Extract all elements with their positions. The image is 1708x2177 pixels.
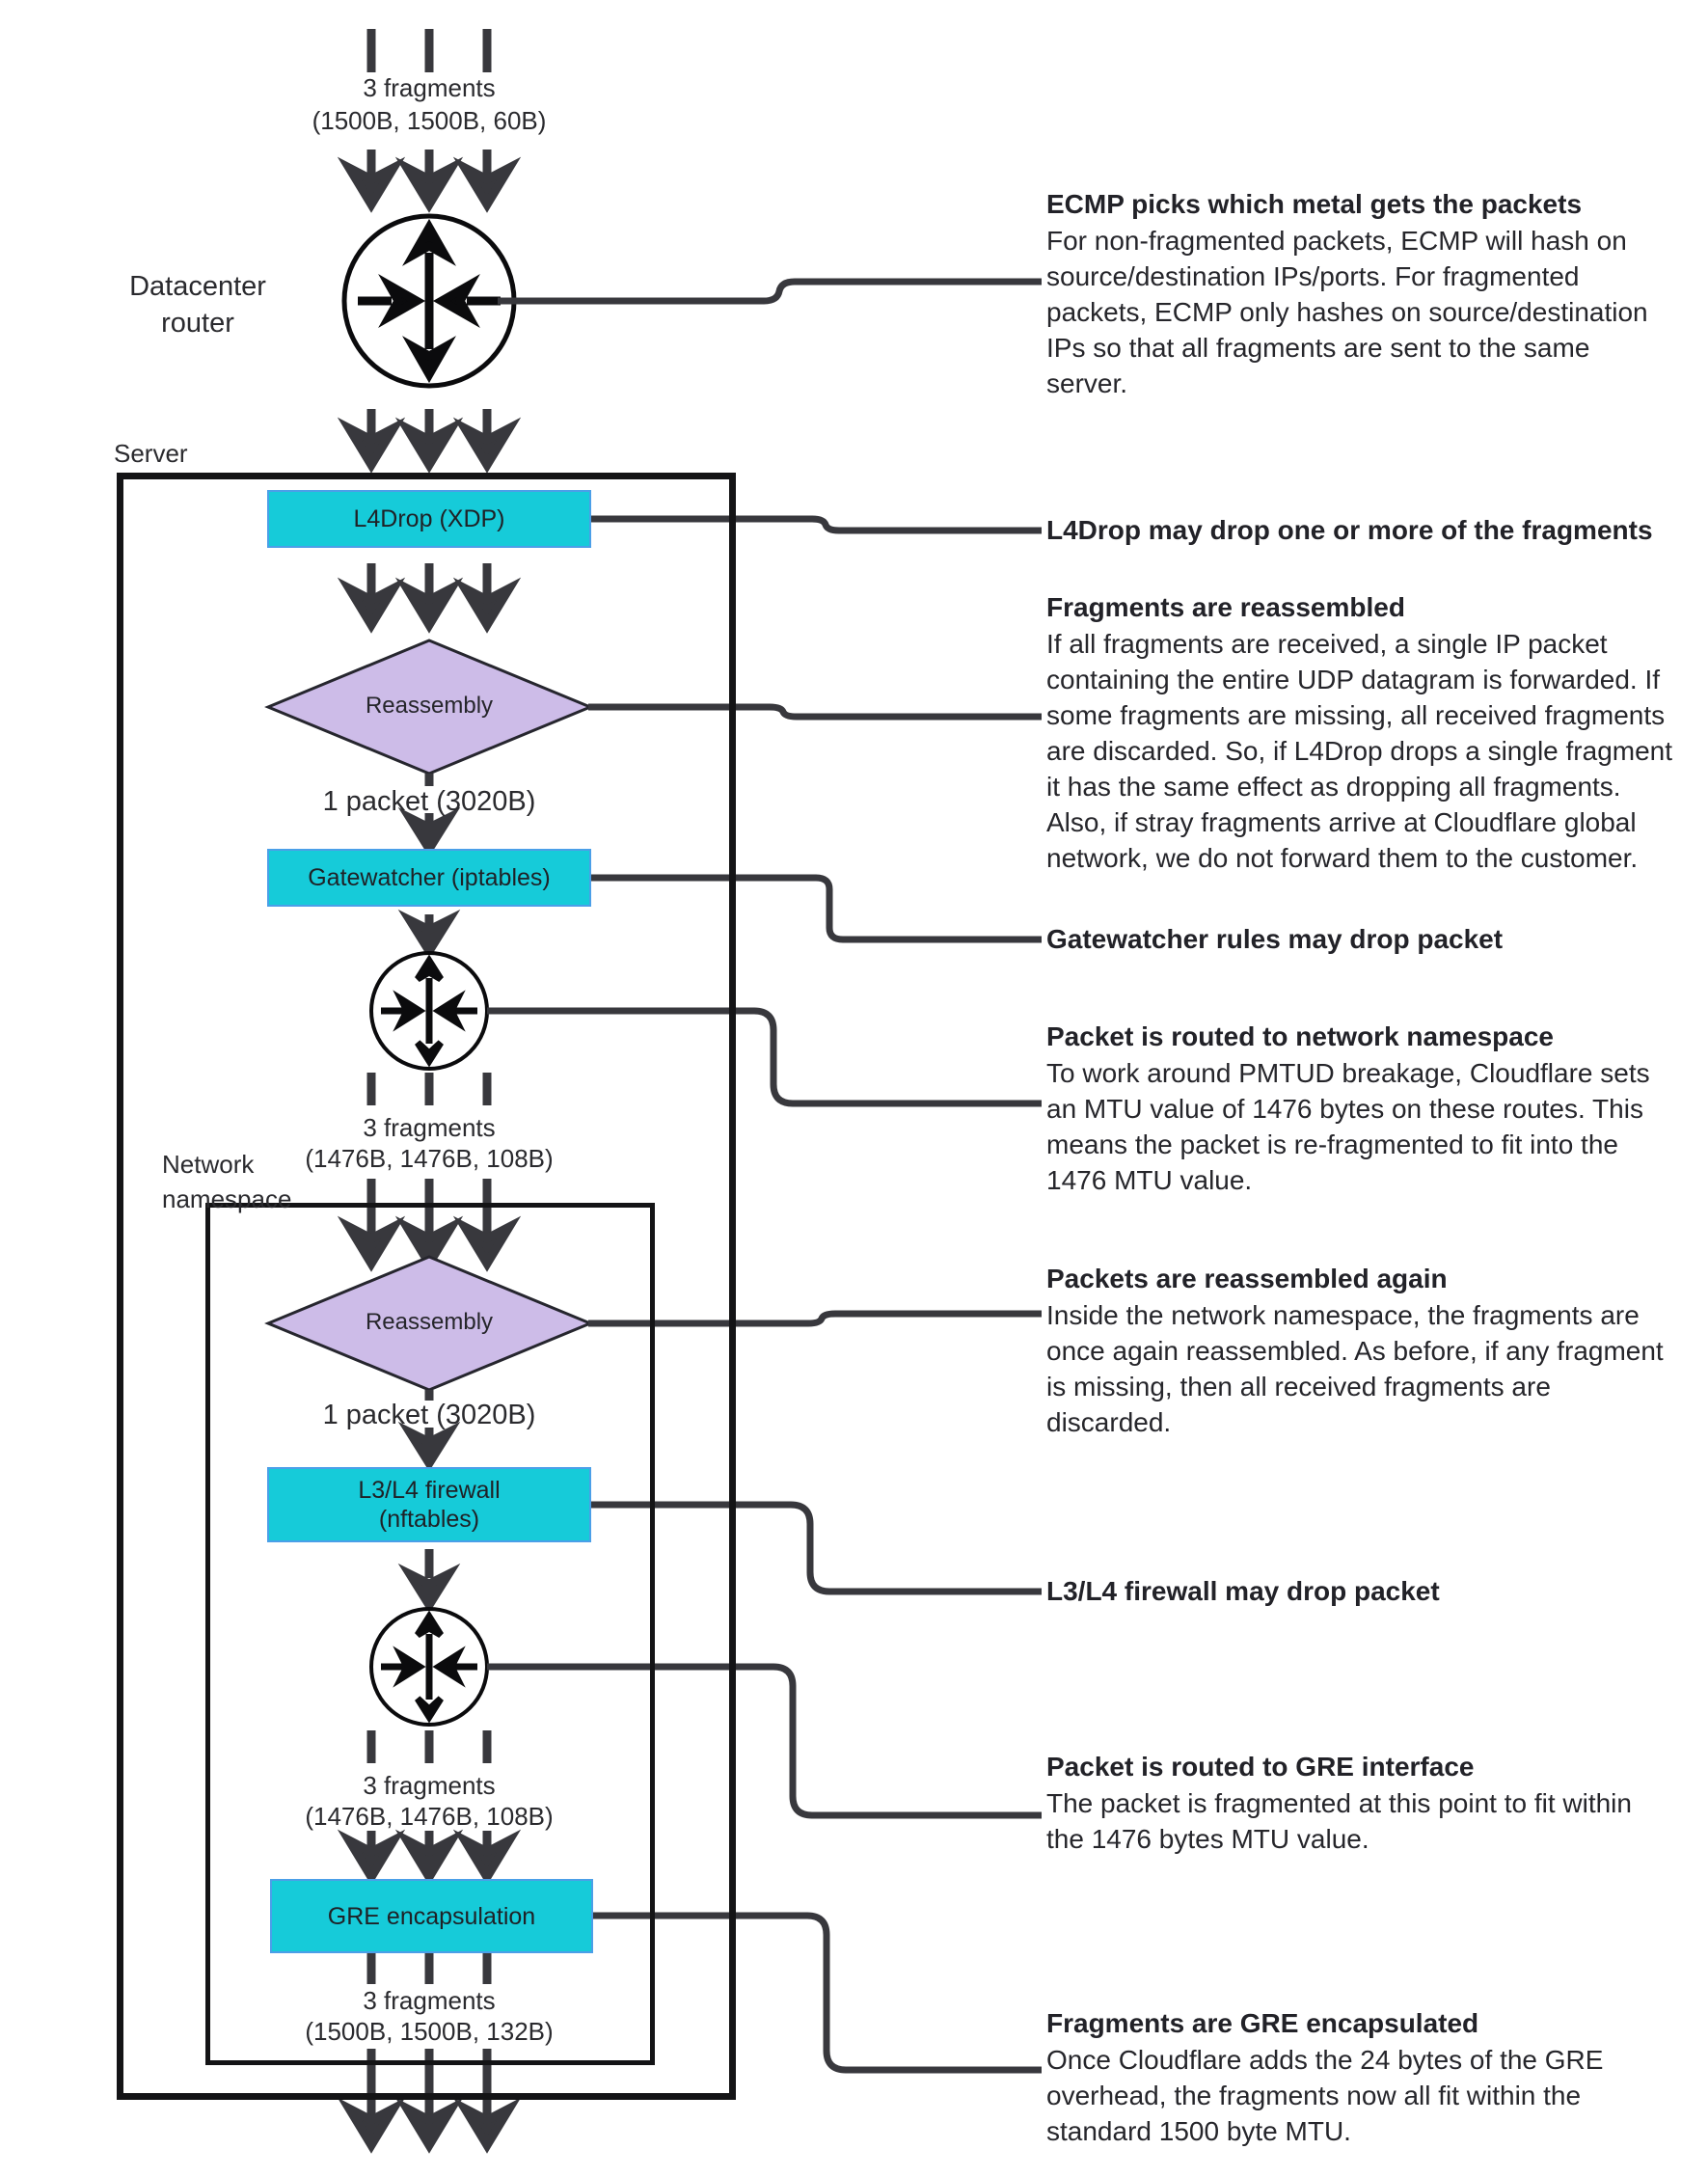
l4drop-label: L4Drop (XDP) [353,505,505,532]
top-down-arrows-icon [349,150,509,204]
annotation-l4drop [1046,513,1673,548]
reassembly2-label: Reassembly [365,1309,494,1335]
mid-fragments-line1: 3 fragments [363,1113,496,1142]
datacenter-router-icon [344,216,514,386]
top-fragments-line2: (1500B, 1500B, 60B) [312,106,547,135]
gre-label: GRE encapsulation [327,1902,536,1930]
annotation-body: For non-fragmented packets, ECMP will hash on source/destination IPs/ports. For fragmented packets, ECMP only hashes on source/destination IPs so that all fragments are sent to the same server. [1046,226,1648,398]
inner-fragments-line2: (1476B, 1476B, 108B) [305,1802,554,1831]
annotation-reassembled-again [1046,1262,1673,1440]
annotation-title: Gatewatcher rules may drop packet [1046,924,1504,954]
annotation-title: Fragments are reassembled [1046,592,1405,622]
top-fragment-ticks-icon [371,29,487,72]
packet2-label: 1 packet (3020B) [322,1400,536,1430]
annotation-title: Packet is routed to network namespace [1046,1021,1554,1051]
annotation-title: ECMP picks which metal gets the packets [1046,189,1583,219]
packet1-label: 1 packet (3020B) [322,786,536,817]
annotation-body: Inside the network namespace, the fragments are once again reassembled. As before, if any fragment is missing, then all received fragments are discarded. [1046,1300,1664,1437]
annotation-title: L4Drop may drop one or more of the fragments [1046,515,1653,545]
annotation-title: Packet is routed to GRE interface [1046,1752,1475,1782]
annotation-body: Once Cloudflare adds the 24 bytes of the GRE overhead, the fragments now all fit within the standard 1500 byte MTU. [1046,2045,1604,2146]
bottom-fragments-line1: 3 fragments [363,1986,496,2015]
server-in-arrows-icon [349,409,509,465]
namespace-label-line1: Network [162,1150,255,1179]
annotation-title: L3/L4 firewall may drop packet [1046,1576,1440,1606]
l3l4-firewall-node [267,1467,591,1542]
annotation-gre-encapsulated [1046,2006,1673,2149]
annotation-title: Packets are reassembled again [1046,1264,1448,1293]
firewall-label-line1: L3/L4 firewall [358,1477,501,1504]
datacenter-router-label-line2: router [161,308,234,339]
gre-encapsulation-node [270,1879,593,1953]
reassembly1-label: Reassembly [365,693,494,719]
connector-ecmp [498,282,1042,301]
annotation-gre-interface [1046,1750,1673,1857]
firewall-label-line2: (nftables) [378,1506,480,1533]
top-fragments-line1: 3 fragments [363,73,496,102]
annotation-reassembled [1046,590,1673,876]
annotation-body: To work around PMTUD breakage, Cloudflare sets an MTU value of 1476 bytes on these routes. This means the packet is re-fragmented to fit into the 1476 MTU value. [1046,1058,1650,1195]
annotation-routed-namespace [1046,1020,1673,1198]
server-label: Server [114,439,188,468]
annotation-body: The packet is fragmented at this point to fit within the 1476 bytes MTU value. [1046,1788,1632,1854]
annotation-gatewatcher [1046,922,1673,957]
datacenter-router-label-line1: Datacenter [129,271,266,302]
gatewatcher-label: Gatewatcher (iptables) [308,864,551,891]
annotation-body: If all fragments are received, a single IP packet containing the entire UDP datagram is forwarded. If some fragments are missing, all received fragments are discarded. So, if L4Drop drops a single fragment it has the same effect as dropping all fragments. Also, if stray fragments arrive at Cloudflare global network, we do not forward them to the customer. [1046,629,1673,873]
bottom-fragments-line2: (1500B, 1500B, 132B) [305,2017,554,2046]
inner-fragments-line1: 3 fragments [363,1771,496,1800]
mid-fragments-line2: (1476B, 1476B, 108B) [305,1144,554,1173]
annotation-firewall [1046,1574,1673,1609]
annotation-ecmp [1046,187,1673,401]
annotation-title: Fragments are GRE encapsulated [1046,2008,1479,2038]
l4drop-node [267,490,591,548]
namespace-label-line2: namespace [162,1184,292,1213]
gatewatcher-node [267,849,591,907]
